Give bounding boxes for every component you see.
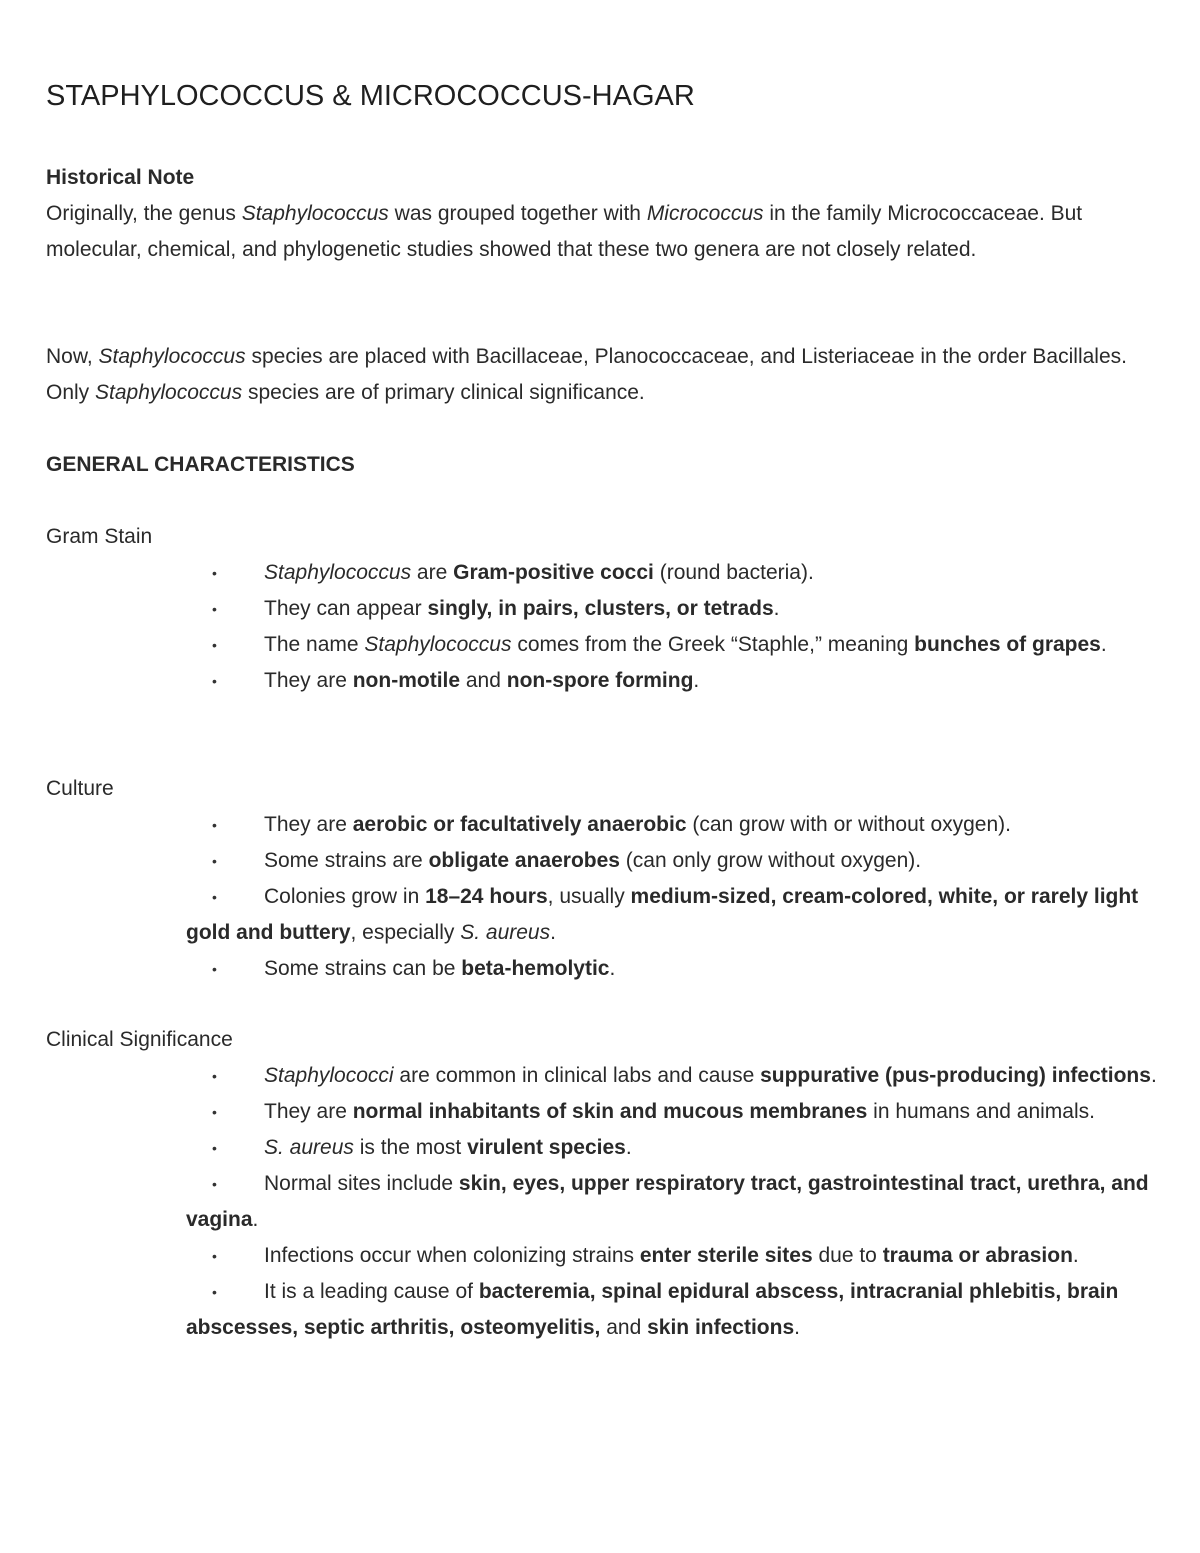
text-run: It is a leading cause of: [264, 1280, 479, 1303]
text-run: trauma or abrasion: [882, 1244, 1073, 1267]
text-run: normal inhabitants of skin and mucous membranes: [352, 1100, 868, 1123]
text-run: beta-hemolytic: [461, 957, 610, 980]
bullet-icon: •: [212, 1284, 217, 1300]
text-run: bacteremia, spinal epidural abscess, intracranial phlebitis, brain abscesses, septic arthritis, osteomyelitis,: [186, 1280, 1119, 1339]
text-run: They are: [264, 669, 353, 692]
text-run: S. aureus: [460, 921, 551, 944]
list-item: [46, 1130, 1166, 1166]
list-item: [46, 879, 1166, 951]
text-run: S. aureus: [264, 1136, 354, 1159]
text-run: Infections occur when colonizing strains: [264, 1244, 640, 1267]
text-run: species are of primary clinical significance.: [242, 381, 645, 404]
text-run: Staphylococcus: [98, 345, 246, 368]
bullet-icon: •: [212, 1248, 217, 1264]
text-run: Normal sites include: [264, 1172, 459, 1195]
text-run: (can only grow without oxygen).: [619, 849, 922, 872]
bullet-icon: •: [212, 1140, 217, 1156]
historical-paragraph-1: [46, 196, 1156, 268]
text-run: suppurative (pus-producing) infections: [760, 1064, 1151, 1087]
text-run: They are: [264, 1100, 353, 1123]
text-run: .: [550, 921, 556, 944]
bullet-icon: •: [212, 889, 217, 905]
text-run: They are: [264, 813, 353, 836]
text-run: The name: [264, 633, 365, 656]
list-item: [46, 1274, 1166, 1346]
text-run: Gram-positive cocci: [453, 561, 654, 584]
list-item: [46, 1166, 1166, 1238]
gram-stain-list: [46, 555, 1166, 699]
bullet-icon: •: [212, 565, 217, 581]
text-run: in humans and animals.: [867, 1100, 1095, 1123]
document-title: STAPHYLOCOCCUS & MICROCOCCUS-HAGAR: [46, 80, 695, 112]
text-run: Some strains are: [264, 849, 429, 872]
text-run: Now,: [46, 345, 99, 368]
text-run: (round bacteria).: [653, 561, 814, 584]
text-run: Staphylococcus: [95, 381, 243, 404]
gram-stain-heading: Gram Stain: [46, 525, 153, 548]
text-run: They can appear: [264, 597, 428, 620]
text-run: Micrococcus: [646, 202, 764, 225]
text-run: Staphylococcus: [364, 633, 512, 656]
bullet-icon: •: [212, 1176, 217, 1192]
list-item: [46, 627, 1166, 663]
text-run: .: [773, 597, 780, 620]
text-run: is the most: [353, 1136, 468, 1159]
text-run: enter sterile sites: [639, 1244, 813, 1267]
list-item: [46, 663, 1166, 699]
text-run: Some strains can be: [264, 957, 462, 980]
bullet-icon: •: [212, 673, 217, 689]
list-item: [46, 1058, 1166, 1094]
text-run: non-motile: [352, 669, 461, 692]
text-run: .: [794, 1316, 800, 1339]
text-run: species are placed with Bacillaceae, Planococcaceae, and Listeriaceae in the order Bacillales. Only: [46, 345, 1127, 404]
text-run: Staphylococcus: [241, 202, 389, 225]
text-run: (can grow with or without oxygen).: [686, 813, 1011, 836]
bullet-icon: •: [212, 601, 217, 617]
clinical-significance-heading: Clinical Significance: [46, 1028, 233, 1051]
historical-paragraph-2: [46, 339, 1156, 411]
list-item: [46, 1094, 1166, 1130]
text-run: Staphylococci: [264, 1064, 394, 1087]
text-run: , especially: [350, 921, 461, 944]
text-run: .: [252, 1208, 259, 1231]
bullet-icon: •: [212, 637, 217, 653]
text-run: .: [1150, 1064, 1157, 1087]
list-item: [46, 807, 1166, 843]
text-run: Staphylococcus: [264, 561, 412, 584]
text-run: and: [600, 1316, 648, 1339]
bullet-icon: •: [212, 1104, 217, 1120]
list-item: [46, 843, 1166, 879]
text-run: comes from the Greek “Staphle,” meaning: [511, 633, 915, 656]
text-run: bunches of grapes: [914, 633, 1101, 656]
clinical-significance-list: [46, 1058, 1166, 1346]
text-run: .: [609, 957, 616, 980]
text-run: non-spore forming: [506, 669, 694, 692]
text-run: are: [411, 561, 454, 584]
list-item: [46, 555, 1166, 591]
text-run: .: [625, 1136, 632, 1159]
bullet-icon: •: [212, 1068, 217, 1084]
text-run: aerobic or facultatively anaerobic: [352, 813, 687, 836]
text-run: singly, in pairs, clusters, or tetrads: [427, 597, 774, 620]
text-run: skin, eyes, upper respiratory tract, gastrointestinal tract, urethra, and vagina: [186, 1172, 1149, 1231]
culture-heading: Culture: [46, 777, 114, 800]
text-run: .: [1100, 633, 1107, 656]
text-run: Colonies grow in: [264, 885, 426, 908]
general-characteristics-heading: GENERAL CHARACTERISTICS: [46, 453, 355, 476]
text-run: medium-sized, cream-colored, white, or rarely light gold and buttery: [186, 885, 1139, 944]
historical-note-heading: Historical Note: [46, 166, 195, 189]
text-run: , usually: [547, 885, 631, 908]
text-run: in the family Micrococcaceae. But molecular, chemical, and phylogenetic studies showed that these two genera are not closely related.: [46, 202, 1083, 261]
text-run: virulent species: [467, 1136, 626, 1159]
text-run: due to: [812, 1244, 883, 1267]
list-item: [46, 591, 1166, 627]
bullet-icon: •: [212, 817, 217, 833]
text-run: skin infections: [647, 1316, 795, 1339]
bullet-icon: •: [212, 961, 217, 977]
culture-list: [46, 807, 1166, 987]
text-run: 18–24 hours: [425, 885, 548, 908]
bullet-icon: •: [212, 853, 217, 869]
text-run: and: [460, 669, 507, 692]
text-run: Originally, the genus: [46, 202, 242, 225]
text-run: .: [693, 669, 700, 692]
text-run: obligate anaerobes: [428, 849, 620, 872]
text-run: are common in clinical labs and cause: [393, 1064, 761, 1087]
text-run: was grouped together with: [388, 202, 647, 225]
list-item: [46, 1238, 1166, 1274]
text-run: .: [1072, 1244, 1079, 1267]
list-item: [46, 951, 1166, 987]
